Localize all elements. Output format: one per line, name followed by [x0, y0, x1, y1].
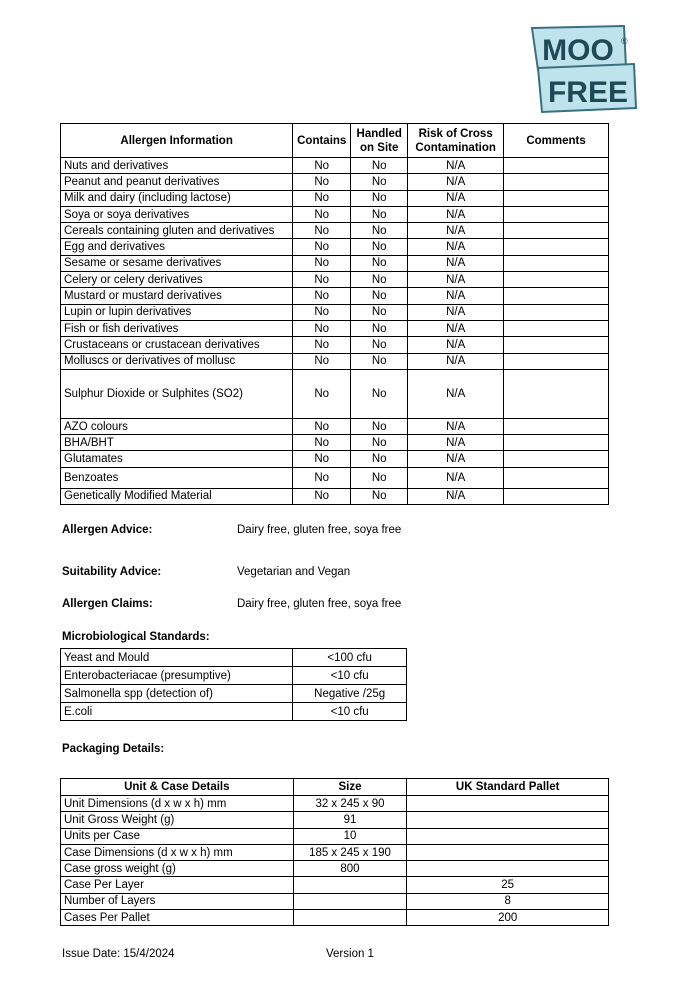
allergen-row: [61, 467, 609, 488]
allergen-contains: No: [293, 369, 351, 418]
packaging-name: Case Per Layer: [61, 877, 294, 893]
allergen-comments: [504, 288, 609, 304]
allergen-handled: No: [351, 272, 408, 288]
packaging-pallet: 200: [407, 910, 609, 926]
allergen-handled: No: [351, 304, 408, 320]
allergen-contains: No: [293, 255, 351, 271]
allergen-handled: No: [351, 418, 408, 434]
allergen-handled: No: [351, 239, 408, 255]
allergen-name: Sulphur Dioxide or Sulphites (SO2): [61, 369, 293, 418]
allergen-risk: N/A: [408, 255, 504, 271]
micro-value: <10 cfu: [293, 703, 407, 721]
packaging-size: [293, 877, 407, 893]
allergen-name: Milk and dairy (including lactose): [61, 190, 293, 206]
allergen-comments: [504, 451, 609, 467]
allergen-row: [61, 304, 609, 320]
allergen-name: BHA/BHT: [61, 435, 293, 451]
packaging-row: [61, 844, 609, 860]
packaging-pallet: [407, 796, 609, 812]
allergen-handled: No: [351, 288, 408, 304]
suitability-advice-value: Vegetarian and Vegan: [237, 566, 351, 578]
allergen-row: [61, 272, 609, 288]
allergen-risk: N/A: [408, 304, 504, 320]
header-unit-case-details: Unit & Case Details: [61, 779, 294, 796]
allergen-contains: No: [293, 435, 351, 451]
allergen-risk: N/A: [408, 418, 504, 434]
packaging-row: [61, 861, 609, 877]
allergen-comments: [504, 435, 609, 451]
header-size: Size: [293, 779, 407, 796]
allergen-risk: N/A: [408, 174, 504, 190]
allergen-contains: No: [293, 239, 351, 255]
allergen-handled: No: [351, 488, 408, 504]
packaging-size: 10: [293, 828, 407, 844]
packaging-pallet: [407, 828, 609, 844]
allergen-comments: [504, 158, 609, 174]
allergen-name: Genetically Modified Material: [61, 488, 293, 504]
micro-name: Salmonella spp (detection of): [61, 685, 293, 703]
issue-date: Issue Date: 15/4/2024: [62, 948, 175, 960]
allergen-name: Lupin or lupin derivatives: [61, 304, 293, 320]
packaging-size: 91: [293, 812, 407, 828]
header-uk-standard-pallet: UK Standard Pallet: [407, 779, 609, 796]
allergen-comments: [504, 337, 609, 353]
allergen-contains: No: [293, 304, 351, 320]
packaging-name: Case gross weight (g): [61, 861, 294, 877]
allergen-handled: No: [351, 451, 408, 467]
packaging-row: [61, 796, 609, 812]
allergen-row: [61, 451, 609, 467]
allergen-row: [61, 353, 609, 369]
logo-line2: FREE: [547, 76, 629, 109]
allergen-row: [61, 320, 609, 336]
micro-row: [61, 649, 407, 667]
allergen-name: Mustard or mustard derivatives: [61, 288, 293, 304]
allergen-row: [61, 174, 609, 190]
packaging-size: 800: [293, 861, 407, 877]
allergen-contains: No: [293, 353, 351, 369]
allergen-row: [61, 337, 609, 353]
allergen-risk: N/A: [408, 337, 504, 353]
header-handled-line2: on Site: [360, 141, 399, 154]
allergen-comments: [504, 488, 609, 504]
allergen-name: Glutamates: [61, 451, 293, 467]
packaging-name: Number of Layers: [61, 893, 294, 909]
brand-logo: [528, 24, 640, 114]
allergen-handled: No: [351, 320, 408, 336]
micro-row: [61, 667, 407, 685]
micro-name: Enterobacteriacae (presumptive): [61, 667, 293, 685]
packaging-pallet: [407, 844, 609, 860]
packaging-size: [293, 893, 407, 909]
allergen-row: [61, 255, 609, 271]
allergen-row: [61, 369, 609, 418]
allergen-risk: N/A: [408, 353, 504, 369]
allergen-handled: No: [351, 255, 408, 271]
allergen-table: [60, 123, 609, 505]
micro-value: <100 cfu: [293, 649, 407, 667]
suitability-advice-label: Suitability Advice:: [62, 566, 162, 578]
allergen-handled: No: [351, 158, 408, 174]
allergen-contains: No: [293, 337, 351, 353]
allergen-row: [61, 158, 609, 174]
allergen-contains: No: [293, 488, 351, 504]
allergen-row: [61, 488, 609, 504]
micro-value: Negative /25g: [293, 685, 407, 703]
allergen-advice-label: Allergen Advice:: [62, 524, 153, 536]
packaging-size: 32 x 245 x 90: [293, 796, 407, 812]
header-handled-line1: Handled: [356, 127, 402, 140]
allergen-contains: No: [293, 467, 351, 488]
header-risk-of-cross-contamination: [408, 124, 504, 158]
allergen-risk: N/A: [408, 223, 504, 239]
allergen-comments: [504, 418, 609, 434]
allergen-risk: N/A: [408, 435, 504, 451]
allergen-name: AZO colours: [61, 418, 293, 434]
allergen-name: Fish or fish derivatives: [61, 320, 293, 336]
allergen-handled: No: [351, 174, 408, 190]
micro-standards-table: [60, 648, 407, 721]
packaging-row: [61, 910, 609, 926]
packaging-row: [61, 828, 609, 844]
header-contains: Contains: [293, 124, 351, 158]
packaging-table: [60, 778, 609, 926]
micro-row: [61, 685, 407, 703]
allergen-risk: N/A: [408, 288, 504, 304]
allergen-name: Soya or soya derivatives: [61, 206, 293, 222]
packaging-name: Case Dimensions (d x w x h) mm: [61, 844, 294, 860]
allergen-comments: [504, 255, 609, 271]
header-handled-on-site: [351, 124, 408, 158]
packaging-pallet: [407, 812, 609, 828]
allergen-name: Egg and derivatives: [61, 239, 293, 255]
packaging-name: Cases Per Pallet: [61, 910, 294, 926]
allergen-contains: No: [293, 206, 351, 222]
allergen-claims-label: Allergen Claims:: [62, 598, 153, 610]
allergen-risk: N/A: [408, 190, 504, 206]
allergen-contains: No: [293, 451, 351, 467]
allergen-comments: [504, 320, 609, 336]
allergen-comments: [504, 239, 609, 255]
packaging-row: [61, 893, 609, 909]
allergen-row: [61, 239, 609, 255]
allergen-contains: No: [293, 223, 351, 239]
allergen-contains: No: [293, 320, 351, 336]
header-comments: Comments: [504, 124, 609, 158]
allergen-contains: No: [293, 288, 351, 304]
allergen-handled: No: [351, 353, 408, 369]
allergen-contains: No: [293, 174, 351, 190]
allergen-name: Benzoates: [61, 467, 293, 488]
allergen-row: [61, 288, 609, 304]
packaging-name: Unit Gross Weight (g): [61, 812, 294, 828]
allergen-row: [61, 435, 609, 451]
micro-standards-title: Microbiological Standards:: [62, 631, 210, 643]
allergen-name: Peanut and peanut derivatives: [61, 174, 293, 190]
allergen-handled: No: [351, 435, 408, 451]
allergen-risk: N/A: [408, 451, 504, 467]
packaging-pallet: 25: [407, 877, 609, 893]
allergen-comments: [504, 190, 609, 206]
allergen-risk: N/A: [408, 488, 504, 504]
packaging-size: [293, 910, 407, 926]
allergen-name: Celery or celery derivatives: [61, 272, 293, 288]
packaging-row: [61, 812, 609, 828]
allergen-advice-value: Dairy free, gluten free, soya free: [237, 524, 402, 536]
allergen-handled: No: [351, 467, 408, 488]
allergen-handled: No: [351, 369, 408, 418]
allergen-row: [61, 190, 609, 206]
allergen-name: Molluscs or derivatives of mollusc: [61, 353, 293, 369]
allergen-comments: [504, 353, 609, 369]
allergen-comments: [504, 174, 609, 190]
allergen-contains: No: [293, 418, 351, 434]
allergen-name: Crustaceans or crustacean derivatives: [61, 337, 293, 353]
allergen-comments: [504, 369, 609, 418]
allergen-comments: [504, 206, 609, 222]
allergen-risk: N/A: [408, 206, 504, 222]
version: Version 1: [326, 948, 374, 960]
allergen-comments: [504, 272, 609, 288]
header-allergen-information: Allergen Information: [61, 124, 293, 158]
allergen-name: Sesame or sesame derivatives: [61, 255, 293, 271]
allergen-risk: N/A: [408, 320, 504, 336]
allergen-handled: No: [351, 190, 408, 206]
packaging-pallet: [407, 861, 609, 877]
allergen-handled: No: [351, 223, 408, 239]
allergen-row: [61, 206, 609, 222]
allergen-risk: N/A: [408, 272, 504, 288]
allergen-comments: [504, 223, 609, 239]
allergen-comments: [504, 304, 609, 320]
header-risk-line2: Contamination: [415, 141, 496, 154]
packaging-name: Unit Dimensions (d x w x h) mm: [61, 796, 294, 812]
micro-row: [61, 703, 407, 721]
logo-registered: ®: [621, 36, 628, 46]
allergen-handled: No: [351, 337, 408, 353]
micro-name: E.coli: [61, 703, 293, 721]
packaging-pallet: 8: [407, 893, 609, 909]
allergen-contains: No: [293, 272, 351, 288]
packaging-size: 185 x 245 x 190: [293, 844, 407, 860]
packaging-name: Units per Case: [61, 828, 294, 844]
allergen-contains: No: [293, 158, 351, 174]
allergen-name: Nuts and derivatives: [61, 158, 293, 174]
allergen-claims-value: Dairy free, gluten free, soya free: [237, 598, 402, 610]
logo-line1: MOO: [542, 34, 614, 67]
allergen-risk: N/A: [408, 467, 504, 488]
allergen-handled: No: [351, 206, 408, 222]
allergen-risk: N/A: [408, 369, 504, 418]
allergen-row: [61, 223, 609, 239]
header-risk-line1: Risk of Cross: [418, 127, 493, 140]
allergen-risk: N/A: [408, 158, 504, 174]
allergen-risk: N/A: [408, 239, 504, 255]
micro-name: Yeast and Mould: [61, 649, 293, 667]
packaging-row: [61, 877, 609, 893]
allergen-name: Cereals containing gluten and derivatives: [61, 223, 293, 239]
allergen-comments: [504, 467, 609, 488]
packaging-details-title: Packaging Details:: [62, 743, 165, 755]
allergen-contains: No: [293, 190, 351, 206]
micro-value: <10 cfu: [293, 667, 407, 685]
allergen-row: [61, 418, 609, 434]
